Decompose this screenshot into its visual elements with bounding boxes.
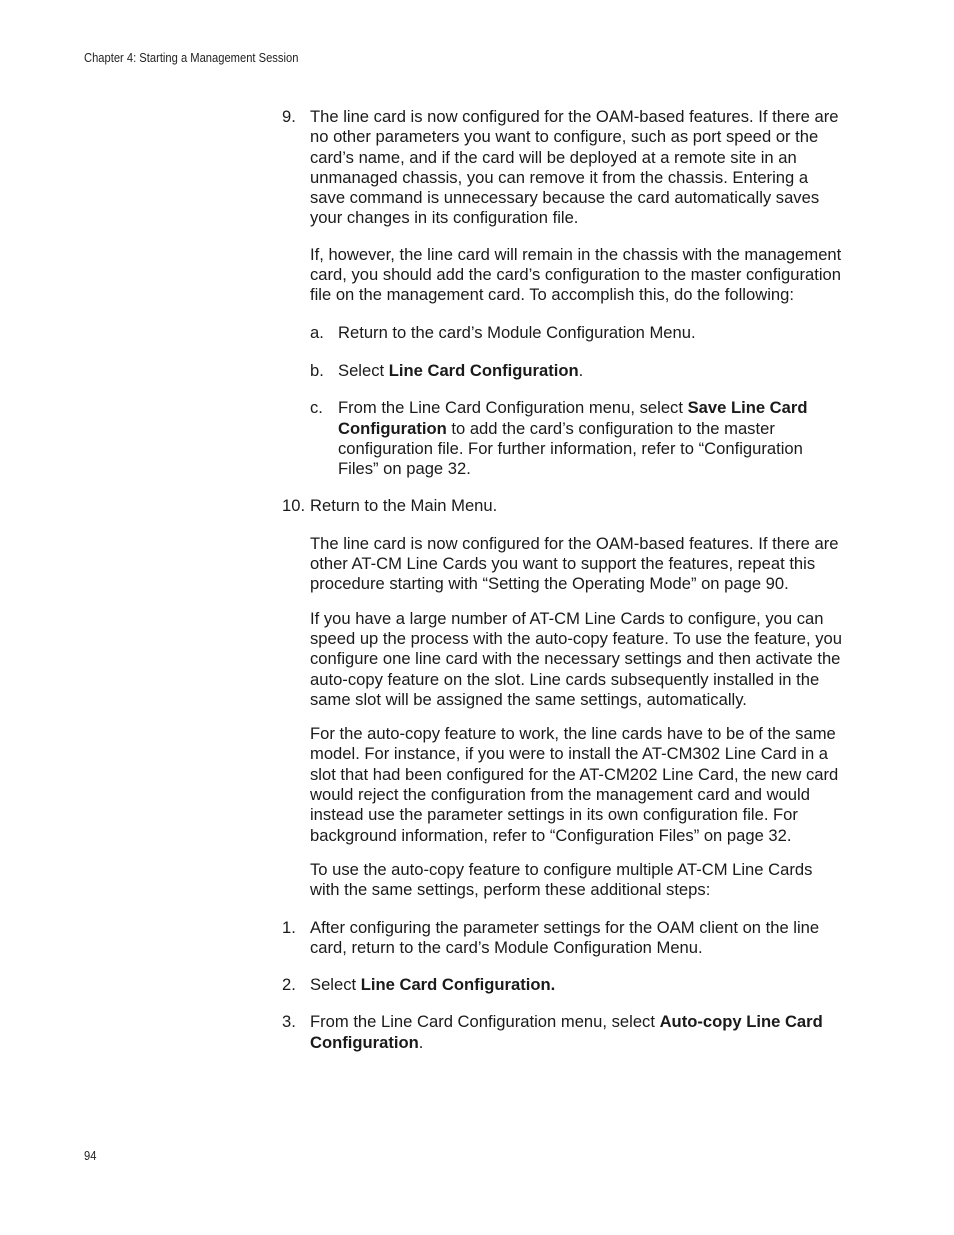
substep-letter: c. xyxy=(310,398,323,418)
step-number: 3. xyxy=(282,1012,296,1032)
page-number: 94 xyxy=(84,1148,97,1163)
step-number: 1. xyxy=(282,917,296,937)
substep-letter: b. xyxy=(310,360,324,380)
paragraph: If you have a large number of AT-CM Line Cards to configure, you can speed up the process with the auto-copy feature. To use the feature, you configure one line card with the necessary settings and then activate the auto-copy feature on the slot. Line cards subsequently installed in the same slot will be assigned the same settings, automatically. xyxy=(310,608,842,709)
substep-letter: a. xyxy=(310,322,324,342)
substep-c xyxy=(310,398,842,479)
step-9-continued xyxy=(282,245,842,306)
step-number: 2. xyxy=(282,975,296,995)
ui-term: Save Line Card Configuration xyxy=(338,398,808,438)
substeps xyxy=(282,323,842,480)
step-title: Return to the Main Menu. xyxy=(310,496,498,516)
ui-term: Line Card Configuration xyxy=(388,360,579,380)
step-number: 10. xyxy=(282,496,306,516)
substep-b xyxy=(310,361,842,381)
paragraph: The line card is now configured for the OAM-based features. If there are no other parameters you want to configure, such as port speed or the card’s name, and if the card will be deployed at a remote site in an unmanaged chassis, you can remove it from the chassis. Entering a save command is unnecessary because the card automatically saves your changes in its configuration file. xyxy=(310,107,839,228)
ui-term: Auto-copy Line Card Configuration xyxy=(310,1012,823,1052)
step-9 xyxy=(282,107,842,229)
substep-text: Return to the card’s Module Configuration Menu. xyxy=(338,322,696,342)
step-text-end: . xyxy=(418,1032,424,1052)
running-header: Chapter 4: Starting a Management Session xyxy=(84,50,299,65)
substep-a xyxy=(310,323,842,343)
ui-term: Line Card Configuration. xyxy=(360,975,556,995)
step-10-paragraph xyxy=(282,609,842,710)
step-10 xyxy=(282,496,842,516)
paragraph: For the auto-copy feature to work, the line cards have to be of the same model. For instance, if you were to install the AT-CM302 Line Card in a slot that had been configured for the AT-CM202 Line Card, the new card would reject the configuration from the management card and would instead use the parameter settings in its own configuration file. For background information, refer to “Configuration Files” on page 32. xyxy=(310,724,839,845)
autocopy-step-3 xyxy=(282,1012,842,1053)
step-text: From the Line Card Configuration menu, select xyxy=(310,1012,660,1032)
step-10-paragraph xyxy=(282,860,842,901)
page-body xyxy=(282,107,842,1053)
substep-text-end: . xyxy=(578,360,584,380)
step-text: After configuring the parameter settings for the OAM client on the line card, return to the card’s Module Configuration Menu. xyxy=(310,917,820,957)
paragraph: To use the auto-copy feature to configure multiple AT-CM Line Cards with the same settings, perform these additional steps: xyxy=(310,859,813,900)
paragraph: If, however, the line card will remain in the chassis with the management card, you should add the card’s configuration to the master configuration file on the management card. To accomplish this, do the following: xyxy=(310,244,842,305)
step-10-paragraph xyxy=(282,724,842,846)
step-text: Select xyxy=(310,975,361,995)
paragraph: The line card is now configured for the OAM-based features. If there are other AT-CM Line Cards you want to support the features, repeat this procedure starting with “Setting the Operating Mode” on page 90. xyxy=(310,533,839,594)
substep-text: From the Line Card Configuration menu, select xyxy=(338,398,688,418)
substep-text-end: to add the card’s configuration to the master configuration file. For further information, refer to “Configuration Files” on page 32. xyxy=(338,418,803,479)
substep-text: Select xyxy=(338,360,389,380)
step-10-paragraph xyxy=(282,534,842,595)
step-number: 9. xyxy=(282,107,296,126)
autocopy-step-1 xyxy=(282,918,842,959)
autocopy-step-2 xyxy=(282,975,842,995)
